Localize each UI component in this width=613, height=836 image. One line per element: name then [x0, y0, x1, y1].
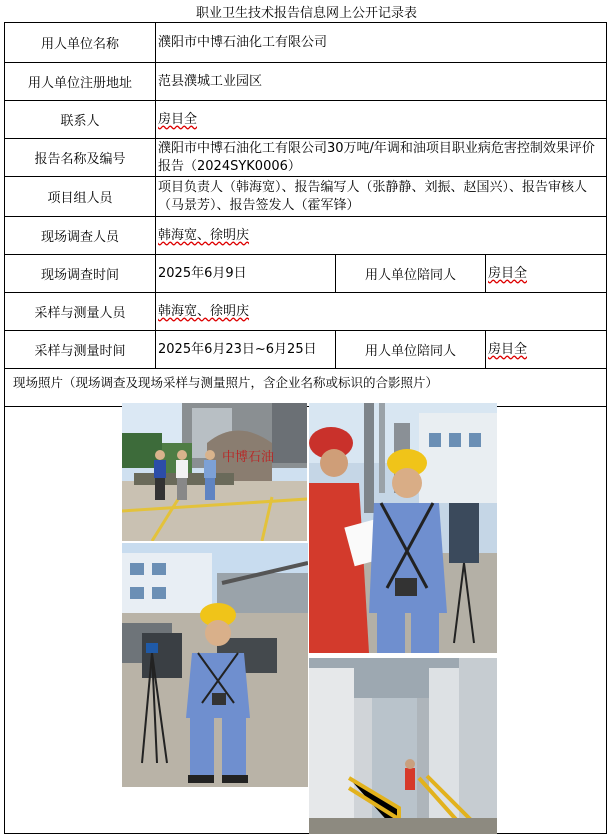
label-registered-address — [5, 63, 156, 101]
label-contact — [5, 101, 156, 139]
photo-storage-tanks — [309, 658, 497, 834]
label-survey-staff — [5, 217, 156, 255]
label-sampling-escort — [336, 331, 486, 369]
value-text: 濮阳市中博石油化工有限公司30万吨/年调和油项目职业病危害控制效果评价报告（2024SYK0006） — [158, 140, 595, 174]
label-text: 现场调查时间 — [40, 268, 119, 283]
label-text: 用人单位注册地址 — [27, 76, 132, 91]
record-table — [4, 22, 607, 834]
value-sampling-staff — [156, 293, 607, 331]
value-text: 房目全 — [488, 341, 528, 357]
value-text: 房目全 — [158, 111, 198, 127]
value-contact — [156, 101, 607, 139]
value-survey-escort — [486, 255, 607, 293]
label-text: 采样与测量人员 — [34, 306, 126, 321]
sign-lettering: 中博石油 — [222, 450, 275, 465]
value-text: 2025年6月9日 — [158, 265, 247, 281]
label-text: 现场调查人员 — [40, 230, 119, 245]
document-title: 职业卫生技术报告信息网上公开记录表 — [195, 6, 417, 21]
photo-worker-blue — [122, 543, 308, 787]
caption-text: 现场照片（现场调查及现场采样与测量照片，含企业名称或标识的合影照片） — [13, 375, 439, 390]
label-sampling-staff — [5, 293, 156, 331]
label-text: 用人单位名称 — [40, 37, 119, 52]
value-employer-name — [156, 23, 607, 63]
value-sampling-escort — [486, 331, 607, 369]
value-survey-staff — [156, 217, 607, 255]
value-registered-address — [156, 63, 607, 101]
value-text: 房目全 — [488, 265, 528, 281]
value-report-name — [156, 139, 607, 177]
photo-two-workers — [309, 403, 497, 653]
value-text: 2025年6月23日~6月25日 — [158, 341, 317, 357]
label-text: 项目组人员 — [47, 191, 113, 206]
label-survey-time — [5, 255, 156, 293]
label-text: 联系人 — [60, 114, 100, 129]
label-employer-name — [5, 23, 156, 63]
value-text: 范县濮城工业园区 — [158, 73, 263, 89]
label-text: 采样与测量时间 — [34, 344, 126, 359]
value-text: 濮阳市中博石油化工有限公司 — [158, 34, 328, 50]
value-text: 项目负责人（韩海宽）、报告编写人（张静静、刘振、赵国兴）、报告审核人（马景芳）、报告签发人（霍军锋） — [158, 179, 588, 213]
photos-caption — [5, 369, 607, 407]
value-project-team — [156, 177, 607, 217]
value-text: 韩海宽、徐明庆 — [158, 227, 250, 243]
value-survey-time — [156, 255, 336, 293]
label-text: 用人单位陪同人 — [364, 344, 456, 359]
label-report-name — [5, 139, 156, 177]
value-text: 韩海宽、徐明庆 — [158, 303, 250, 319]
label-text: 用人单位陪同人 — [364, 268, 456, 283]
label-survey-escort — [336, 255, 486, 293]
photo-group-sign — [122, 403, 307, 541]
label-sampling-time — [5, 331, 156, 369]
value-sampling-time — [156, 331, 336, 369]
label-project-team — [5, 177, 156, 217]
label-text: 报告名称及编号 — [34, 152, 126, 167]
